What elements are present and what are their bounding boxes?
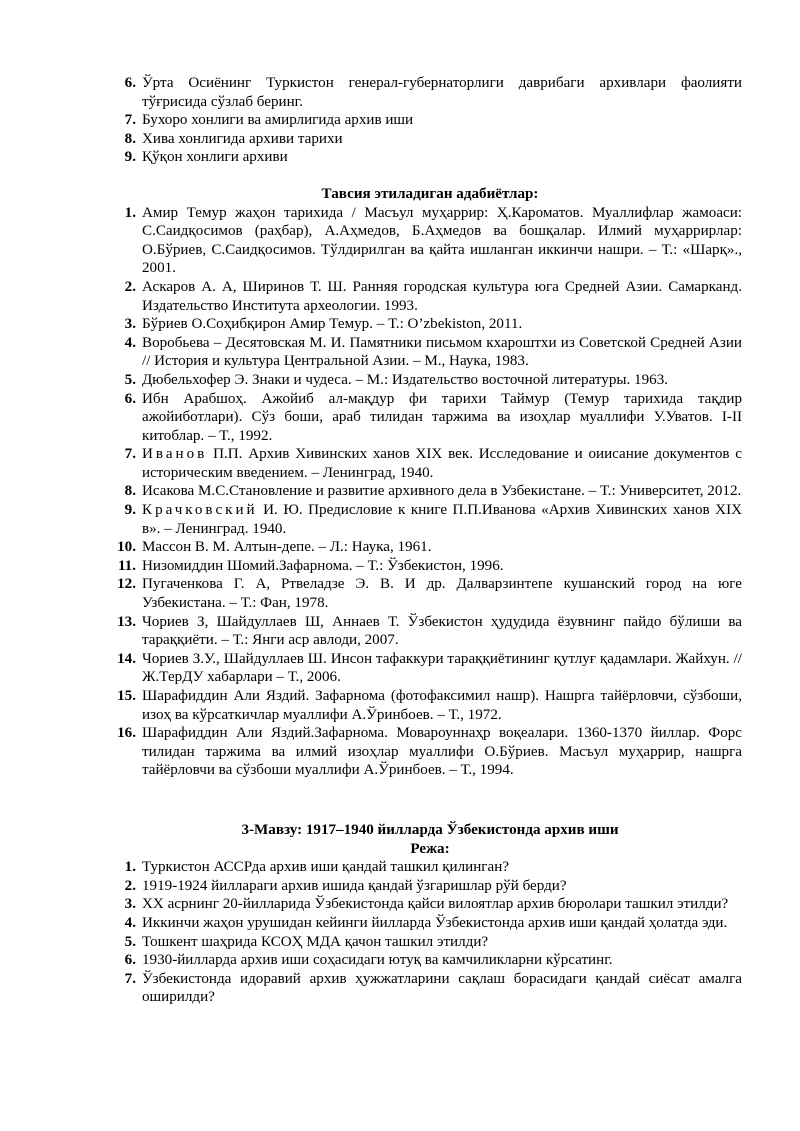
item-text: Бўриев О.Соҳибқирон Амир Темур. – Т.: O’zbekiston, 2011.	[142, 316, 523, 333]
plan-list	[118, 858, 742, 1007]
item-number: 5.	[124, 371, 136, 388]
item-text: Дюбельхофер Э. Знаки и чудеса. – М.: Издательство восточной литературы. 1963.	[142, 371, 669, 388]
list-item	[118, 334, 742, 371]
item-text: Тошкент шаҳрида КСОҲ МДА қачон ташкил этилди?	[142, 933, 489, 950]
list-item	[118, 538, 742, 557]
item-text: Массон В. М. Алтын-депе. – Л.: Наука, 1961.	[142, 539, 432, 556]
item-text: Қўқон хонлиги архиви	[142, 149, 288, 166]
item-number: 4.	[124, 334, 136, 351]
item-text: Шарафиддин Али Яздий. Зафарнома (фотофаксимил нашр). Нашрга тайёрловчи, сўзбоши, изоҳ ва кўрсаткичлар муаллифи А.Ўринбоев. – Т., 1972.	[142, 688, 742, 723]
item-text: Пугаченкова Г. А, Ртвеладзе Э. В. И др. Далварзинтепе кушанский город на юге Узбекистана. – Т.: Фан, 1978.	[142, 576, 742, 612]
item-text: Ўзбекистонда идоравий архив ҳужжатларини сақлаш борасидаги қандай сиёсат амалга оширилди?	[142, 970, 742, 1006]
list-item	[118, 111, 742, 130]
item-number: 10.	[117, 539, 136, 556]
item-text: Хива хонлигида архиви тарихи	[142, 130, 343, 147]
item-number: 1.	[124, 204, 136, 221]
item-number: 6.	[124, 952, 136, 969]
list-item	[118, 74, 742, 111]
item-number: 9.	[124, 502, 136, 519]
item-text: XX асрнинг 20-йилларида Ўзбекистонда қайси вилоятлар архив бюролари ташкил этилди?	[142, 896, 729, 913]
list-item	[118, 445, 742, 482]
list-item	[118, 933, 742, 952]
list-item	[118, 482, 742, 501]
list-item	[118, 613, 742, 650]
list-item	[118, 390, 742, 446]
list-item	[118, 970, 742, 1007]
item-number: 6.	[124, 390, 136, 407]
item-text: Шарафиддин Али Яздий.Зафарнома. Мовароуннаҳр воқеалари. 1360-1370 йиллар. Форс тилидан таржима ва илмий изоҳлар муаллифи О.Бўриев. Масъул муҳаррир, нашрга тайёрловчи ва сўзбоши муаллифи А.Ўринбоев. – Т., 1994.	[142, 725, 742, 779]
topic-heading: 3-Мавзу: 1917–1940 йилларда Ўзбекистонда архив иши	[241, 821, 619, 838]
list-item	[118, 148, 742, 167]
item-text: Иккинчи жаҳон урушидан кейинги йилларда Ўзбекистонда архив иши қандай ҳолатда эди.	[142, 914, 728, 931]
item-text: Воробьева – Десятовская М. И. Памятники письмом кхароштхи из Советской Средней Азии // История и культура Центральной Азии. – М., Наука, 1983.	[142, 334, 742, 370]
item-text: И. Ю. Предисловие к книге П.П.Иванова «Архив Хивинских ханов XIX в». – Ленинград. 1940.	[142, 502, 742, 537]
item-number: 15.	[117, 688, 136, 704]
item-text: 1919-1924 йиллараги архив ишида қандай ўзгаришлар рўй берди?	[142, 877, 567, 894]
list-item	[118, 951, 742, 970]
list-item	[118, 724, 742, 780]
list-item	[118, 858, 742, 877]
item-text: Туркистон АССРда архив иши қандай ташкил қилинган?	[142, 859, 509, 876]
item-text: П.П. Архив Хивинских ханов XIX век. Исследование и оиисание документов с историческим введением. – Ленинград, 1940.	[142, 446, 742, 481]
list-item	[118, 914, 742, 933]
literature-heading: Тавсия этиладиган адабиётлар:	[321, 185, 539, 202]
list-item	[118, 575, 742, 612]
item-number: 9.	[124, 149, 136, 166]
list-item	[118, 371, 742, 390]
item-number: 11.	[117, 557, 136, 574]
list-item	[118, 501, 742, 538]
item-number: 4.	[124, 914, 136, 931]
item-text: Чориев З.У., Шайдуллаев Ш. Инсон тафаккури тараққиётининг қутлуғ қадамлари. Жайхун. // Ж.ТерДУ хабарлари – Т., 2006.	[142, 650, 742, 686]
item-number: 7.	[124, 112, 136, 129]
item-text: Амир Темур жаҳон тарихида / Масъул муҳаррир: Ҳ.Кароматов. Муаллифлар жамоаси: С.Саидқосимов (раҳбар), А.Аҳмедов, Б.Аҳмедов ва бошқалар. Илмий муҳаррирлар: О.Бўриев, С.Саидқосимов. Тўлдирилган ва қайта ишланган иккинчи нашри. – Т.: «Шарқ»., 2001.	[142, 204, 742, 277]
item-number: 8.	[124, 130, 136, 147]
item-number: 5.	[124, 933, 136, 950]
author-name: Иванов	[142, 446, 208, 463]
list-item	[118, 687, 742, 724]
list-item	[118, 557, 742, 576]
item-text: Чориев З, Шайдуллаев Ш, Аннаев Т. Ўзбекистон ҳудудида ёзувнинг пайдо бўлиши ва тараққиёти. – Т.: Янги аср авлоди, 2007.	[142, 613, 742, 649]
item-number: 2.	[124, 278, 136, 295]
questions-list-part1	[118, 74, 742, 167]
item-number: 8.	[124, 483, 136, 500]
literature-list	[118, 204, 742, 780]
item-number: 1.	[124, 859, 136, 876]
list-item	[118, 130, 742, 149]
list-item	[118, 895, 742, 914]
item-number: 2.	[124, 877, 136, 894]
list-item	[118, 877, 742, 896]
item-number: 12.	[117, 576, 136, 593]
item-number: 3.	[124, 316, 136, 333]
plan-heading: Режа:	[410, 840, 450, 857]
item-number: 6.	[124, 75, 136, 91]
item-number: 7.	[124, 446, 136, 463]
list-item	[118, 204, 742, 278]
item-text: 1930-йилларда архив иши соҳасидаги ютуқ ва камчиликларни кўрсатинг.	[142, 952, 613, 969]
item-number: 16.	[117, 725, 136, 742]
item-text: Бухоро хонлиги ва амирлигида архив иши	[142, 112, 414, 129]
item-number: 3.	[124, 896, 136, 913]
item-text: Ўрта Осиёнинг Туркистон генерал-губернаторлиги даврибаги архивлари фаолияти тўғрисида сўзлаб беринг.	[142, 75, 742, 110]
list-item	[118, 650, 742, 687]
item-text: Аскаров А. А, Ширинов Т. Ш. Ранняя городская культура юга Средней Азии. Самарканд. Издательство Института археологии. 1993.	[142, 278, 742, 314]
list-item	[118, 278, 742, 315]
item-text: Низомиддин Шомий.Зафарнома. – Т.: Ўзбекистон, 1996.	[142, 557, 504, 574]
author-name: Крачковский	[142, 502, 258, 519]
item-text: Ибн Арабшоҳ. Ажойиб ал-мақдур фи тарихи Таймур (Темур тарихида тақдир ажойиботлари). Сўз боши, араб тилидан таржима ва изоҳлар муаллифи У.Уватов. I-II китоблар. – Т., 1992.	[142, 390, 742, 444]
item-number: 14.	[117, 650, 136, 667]
list-item	[118, 315, 742, 334]
item-text: Исакова М.С.Становление и развитие архивного дела в Узбекистане. – Т.: Университет, 2012.	[142, 483, 742, 500]
item-number: 7.	[124, 970, 136, 987]
item-number: 13.	[117, 613, 136, 630]
